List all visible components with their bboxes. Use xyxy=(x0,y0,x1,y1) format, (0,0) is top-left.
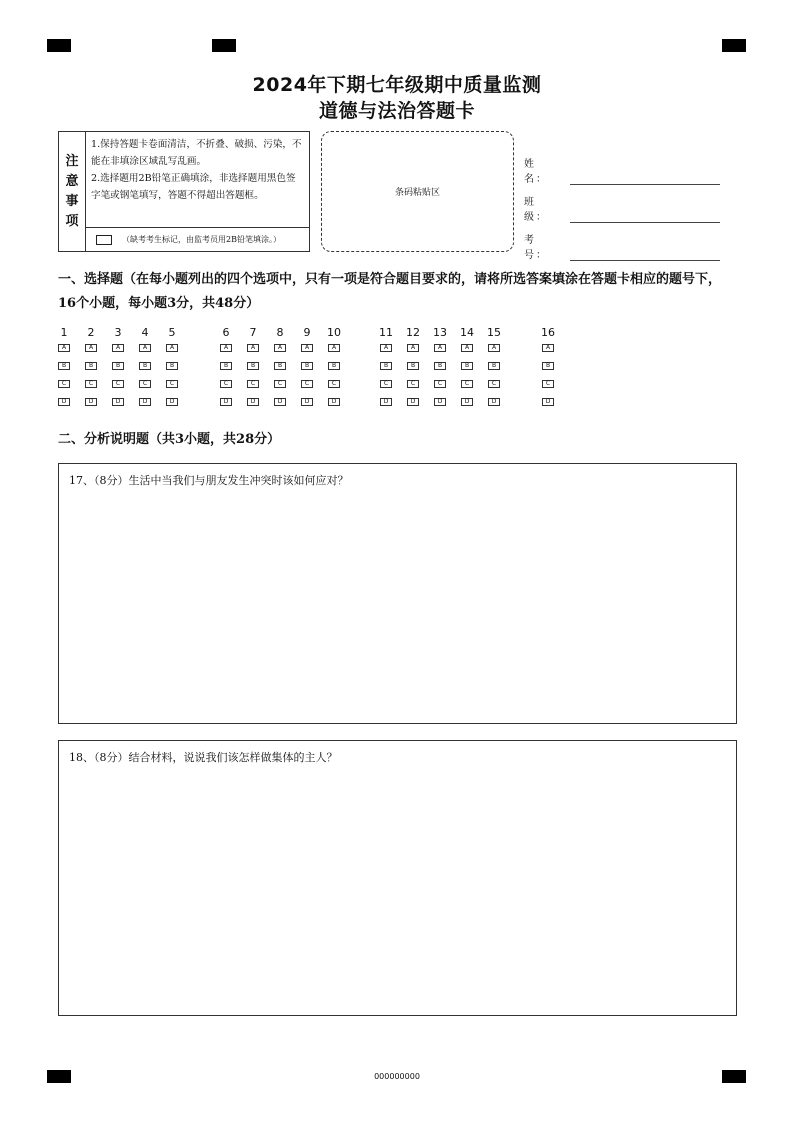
question-number-3: 3 xyxy=(114,326,122,339)
bubble-q8-B[interactable]: B xyxy=(274,362,286,370)
bubble-q8-D[interactable]: D xyxy=(274,398,286,406)
bubble-q14-D[interactable]: D xyxy=(461,398,473,406)
bubble-q2-A[interactable]: A xyxy=(85,344,97,352)
answer-box-q17[interactable] xyxy=(58,463,737,724)
notice-heading: 注意事项 xyxy=(65,153,79,229)
name-field xyxy=(524,155,720,185)
question-number-12: 12 xyxy=(406,326,420,339)
bubble-q9-B[interactable]: B xyxy=(301,362,313,370)
notice-item-1: 1.保持答题卡卷面清洁，不折叠、破损、污染，不能在非填涂区域乱写乱画。 xyxy=(91,139,302,167)
bubble-q16-B[interactable]: B xyxy=(542,362,554,370)
registration-mark-top-center xyxy=(212,39,236,52)
bubble-q7-B[interactable]: B xyxy=(247,362,259,370)
footer-code: 000000000 xyxy=(374,1072,420,1081)
notice-item-2: 2.选择题用2B铅笔正确填涂，非选择题用黑色签字笔或钢笔填写，答题不得超出答题框。 xyxy=(91,173,296,201)
notice-box xyxy=(58,131,310,252)
bubble-q15-B[interactable]: B xyxy=(488,362,500,370)
bubble-q4-C[interactable]: C xyxy=(139,380,151,388)
bubble-q8-A[interactable]: A xyxy=(274,344,286,352)
class-input-line[interactable] xyxy=(570,210,720,223)
question-number-10: 10 xyxy=(327,326,341,339)
question-number-1: 1 xyxy=(60,326,68,339)
bubble-q4-A[interactable]: A xyxy=(139,344,151,352)
answer-box-q18[interactable] xyxy=(58,740,737,1016)
absent-mark-box[interactable] xyxy=(96,235,112,245)
absent-mark-note: （缺考考生标记，由监考员用2B铅笔填涂。） xyxy=(122,235,281,244)
bubble-q4-B[interactable]: B xyxy=(139,362,151,370)
barcode-label: 条码粘贴区 xyxy=(394,188,440,198)
bubble-q1-B[interactable]: B xyxy=(58,362,70,370)
bubble-q12-B[interactable]: B xyxy=(407,362,419,370)
bubble-q9-A[interactable]: A xyxy=(301,344,313,352)
bubble-q3-A[interactable]: A xyxy=(112,344,124,352)
question-number-5: 5 xyxy=(168,326,176,339)
bubble-q11-A[interactable]: A xyxy=(380,344,392,352)
bubble-q8-C[interactable]: C xyxy=(274,380,286,388)
bubble-q15-C[interactable]: C xyxy=(488,380,500,388)
bubble-q12-A[interactable]: A xyxy=(407,344,419,352)
bubble-q6-D[interactable]: D xyxy=(220,398,232,406)
exam-number-field xyxy=(524,231,720,261)
bubble-q10-D[interactable]: D xyxy=(328,398,340,406)
bubble-q3-D[interactable]: D xyxy=(112,398,124,406)
registration-mark-top-right xyxy=(722,39,746,52)
bubble-q9-C[interactable]: C xyxy=(301,380,313,388)
bubble-q6-A[interactable]: A xyxy=(220,344,232,352)
bubble-q2-B[interactable]: B xyxy=(85,362,97,370)
bubble-q5-A[interactable]: A xyxy=(166,344,178,352)
name-input-line[interactable] xyxy=(570,172,720,185)
bubble-q10-C[interactable]: C xyxy=(328,380,340,388)
question-number-11: 11 xyxy=(379,326,393,339)
exam-subtitle: 道德与法治答题卡 xyxy=(318,100,475,122)
bubble-q7-A[interactable]: A xyxy=(247,344,259,352)
bubble-q14-C[interactable]: C xyxy=(461,380,473,388)
question-number-14: 14 xyxy=(460,326,474,339)
bubble-q6-B[interactable]: B xyxy=(220,362,232,370)
bubble-q10-B[interactable]: B xyxy=(328,362,340,370)
bubble-q13-D[interactable]: D xyxy=(434,398,446,406)
bubble-q5-C[interactable]: C xyxy=(166,380,178,388)
section1-heading: 一、选择题（在每小题列出的四个选项中，只有一项是符合题目要求的，请将所选答案填涂在答题卡相应的题号下，16个小题，每小题3分，共48分） xyxy=(58,272,722,311)
bubble-q6-C[interactable]: C xyxy=(220,380,232,388)
question-number-6: 6 xyxy=(222,326,230,339)
notice-heading-cell xyxy=(59,132,86,251)
bubble-q15-A[interactable]: A xyxy=(488,344,500,352)
question-number-2: 2 xyxy=(87,326,95,339)
name-label: 姓 名： xyxy=(524,159,548,185)
question-number-4: 4 xyxy=(141,326,149,339)
bubble-q3-C[interactable]: C xyxy=(112,380,124,388)
bubble-q3-B[interactable]: B xyxy=(112,362,124,370)
bubble-q14-A[interactable]: A xyxy=(461,344,473,352)
class-field xyxy=(524,193,720,223)
exam-number-label: 考 号： xyxy=(524,235,548,261)
bubble-q1-D[interactable]: D xyxy=(58,398,70,406)
notice-text xyxy=(86,132,309,228)
bubble-q12-D[interactable]: D xyxy=(407,398,419,406)
bubble-q2-C[interactable]: C xyxy=(85,380,97,388)
exam-number-input-line[interactable] xyxy=(570,248,720,261)
exam-title: 2024年下期七年级期中质量监测 xyxy=(252,74,542,96)
bubble-q16-D[interactable]: D xyxy=(542,398,554,406)
bubble-q16-A[interactable]: A xyxy=(542,344,554,352)
question-number-13: 13 xyxy=(433,326,447,339)
question-18-prompt: 18、（8分）结合材料，说说我们该怎样做集体的主人？ xyxy=(69,751,338,764)
question-number-8: 8 xyxy=(276,326,284,339)
bubble-q13-B[interactable]: B xyxy=(434,362,446,370)
bubble-q9-D[interactable]: D xyxy=(301,398,313,406)
question-number-9: 9 xyxy=(303,326,311,339)
bubble-q14-B[interactable]: B xyxy=(461,362,473,370)
bubble-q1-C[interactable]: C xyxy=(58,380,70,388)
question-number-7: 7 xyxy=(249,326,257,339)
registration-mark-top-left xyxy=(47,39,71,52)
question-number-15: 15 xyxy=(487,326,501,339)
absent-mark-row xyxy=(86,228,309,251)
bubble-q7-D[interactable]: D xyxy=(247,398,259,406)
bubble-q5-B[interactable]: B xyxy=(166,362,178,370)
bubble-q7-C[interactable]: C xyxy=(247,380,259,388)
bubble-q16-C[interactable]: C xyxy=(542,380,554,388)
section2-heading: 二、分析说明题（共3小题，共28分） xyxy=(58,432,281,447)
barcode-area xyxy=(321,131,514,252)
bubble-q15-D[interactable]: D xyxy=(488,398,500,406)
class-label: 班 级： xyxy=(524,197,548,223)
bubble-q5-D[interactable]: D xyxy=(166,398,178,406)
bubble-q11-B[interactable]: B xyxy=(380,362,392,370)
bubble-q13-C[interactable]: C xyxy=(434,380,446,388)
bubble-q2-D[interactable]: D xyxy=(85,398,97,406)
bubble-q13-A[interactable]: A xyxy=(434,344,446,352)
bubble-q11-C[interactable]: C xyxy=(380,380,392,388)
question-17-prompt: 17、（8分）生活中当我们与朋友发生冲突时该如何应对？ xyxy=(69,474,349,487)
bubble-q10-A[interactable]: A xyxy=(328,344,340,352)
bubble-q1-A[interactable]: A xyxy=(58,344,70,352)
bubble-q4-D[interactable]: D xyxy=(139,398,151,406)
bubble-q11-D[interactable]: D xyxy=(380,398,392,406)
question-number-16: 16 xyxy=(541,326,555,339)
bubble-q12-C[interactable]: C xyxy=(407,380,419,388)
